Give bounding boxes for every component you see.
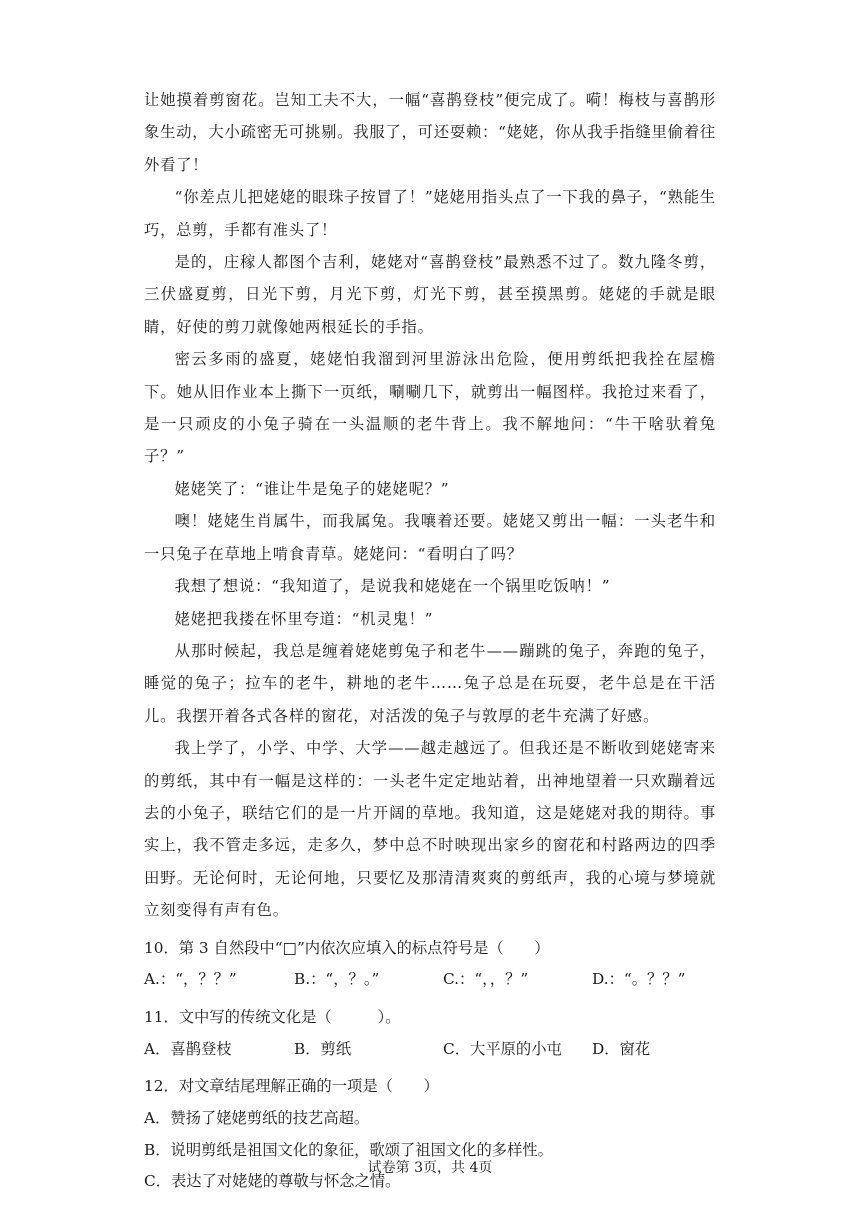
passage-paragraph-5: 姥姥笑了：“谁让牛是兔子的姥姥呢？” — [174, 479, 450, 498]
question-11-option-c[interactable]: C．大平原的小屯 — [443, 1039, 562, 1058]
question-11 — [144, 1002, 716, 1065]
question-11-options — [144, 1034, 716, 1066]
question-10-option-d[interactable]: D.：“。？？” — [592, 970, 686, 989]
question-10-option-c[interactable]: C.：“，，？” — [443, 970, 529, 989]
page-footer: 试卷第 3页，共 4页 — [367, 1160, 493, 1176]
passage-paragraph-8: 姥姥把我搂在怀里夸道：“机灵鬼！” — [174, 609, 434, 628]
passage-paragraph-4: 密云多雨的盛夏，姥姥怕我溜到河里游泳出危险，便用剪纸把我拴在屋檐下。她从旧作业本上撕下一页纸，唰唰几下，就剪出一幅图样。我抢过来看了，是一只顽皮的小兔子骑在一头温顺的老牛背上。我不解地问：“牛干啥驮着兔子？” — [144, 350, 716, 466]
question-10-stem: 10．第 3 自然段中“□”内依次应填入的标点符号是（ ） — [144, 938, 550, 957]
question-11-option-b[interactable]: B．剪纸 — [294, 1039, 352, 1058]
passage-paragraph-1: 让她摸着剪窗花。岂知工夫不大，一幅“喜鹊登枝”便完成了。嗬！梅枝与喜鹊形象生动，大小疏密无可挑剔。我服了，可还耍赖：“姥姥，你从我手指缝里偷着往外看了！ — [144, 91, 717, 174]
reading-passage — [144, 84, 716, 1198]
question-12 — [144, 1071, 716, 1198]
question-11-stem: 11．文中写的传统文化是（ ）。 — [144, 1007, 401, 1026]
passage-paragraph-10: 我上学了，小学、中学、大学——越走越远了。但我还是不断收到姥姥寄来的剪纸，其中有一幅是这样的：一头老牛定定地站着，出神地望着一只欢蹦着远去的小兔子，联结它们的是一片开阔的草地。我知道，这是姥姥对我的期待。事实上，我不管走多远，走多久，梦中总不时映现出家乡的窗花和村路两边的四季田野。无论何时，无论何地，只要忆及那清清爽爽的剪纸声，我的心境与梦境就立刻变得有声有色。 — [144, 739, 716, 920]
question-12-option-a[interactable]: A．赞扬了姥姥剪纸的技艺高超。 — [144, 1109, 370, 1128]
question-10-options — [144, 964, 716, 996]
question-12-option-b[interactable]: B．说明剪纸是祖国文化的象征，歌颂了祖国文化的多样性。 — [144, 1140, 553, 1159]
passage-paragraph-3: 是的，庄稼人都图个吉利，姥姥对“喜鹊登枝”最熟悉不过了。数九隆冬剪，三伏盛夏剪，日光下剪，月光下剪，灯光下剪，甚至摸黑剪。姥姥的手就是眼睛，好使的剪刀就像她两根延长的手指。 — [144, 253, 716, 336]
passage-paragraph-6: 噢！姥姥生肖属牛，而我属兔。我嚷着还要。姥姥又剪出一幅：一头老牛和一只兔子在草地上啃食青草。姥姥问：“看明白了吗？ — [144, 512, 716, 563]
question-12-stem: 12．对文章结尾理解正确的一项是（ ） — [144, 1077, 439, 1096]
question-10 — [144, 933, 716, 996]
passage-paragraph-7: 我想了想说：“我知道了，是说我和姥姥在一个锅里吃饭呐！” — [174, 577, 611, 596]
question-11-option-d[interactable]: D．窗花 — [592, 1039, 651, 1058]
passage-paragraph-2: “你差点儿把姥姥的眼珠子按冒了！”姥姥用指头点了一下我的鼻子，“熟能生巧，总剪，手都有准头了！ — [144, 188, 716, 239]
question-11-option-a[interactable]: A．喜鹊登枝 — [144, 1039, 232, 1058]
question-10-option-b[interactable]: B.：“，？。” — [294, 970, 380, 989]
question-10-option-a[interactable]: A.：“，？？” — [144, 970, 237, 989]
question-12-option-c[interactable]: C．表达了对姥姥的尊敬与怀念之情。 — [144, 1172, 401, 1191]
passage-paragraph-9: 从那时候起，我总是缠着姥姥剪兔子和老牛——蹦跳的兔子，奔跑的兔子，睡觉的兔子；拉车的老牛，耕地的老牛……兔子总是在玩耍，老牛总是在干活儿。我摆开着各式各样的窗花，对活泼的兔子与敦厚的老牛充满了好感。 — [144, 641, 716, 725]
